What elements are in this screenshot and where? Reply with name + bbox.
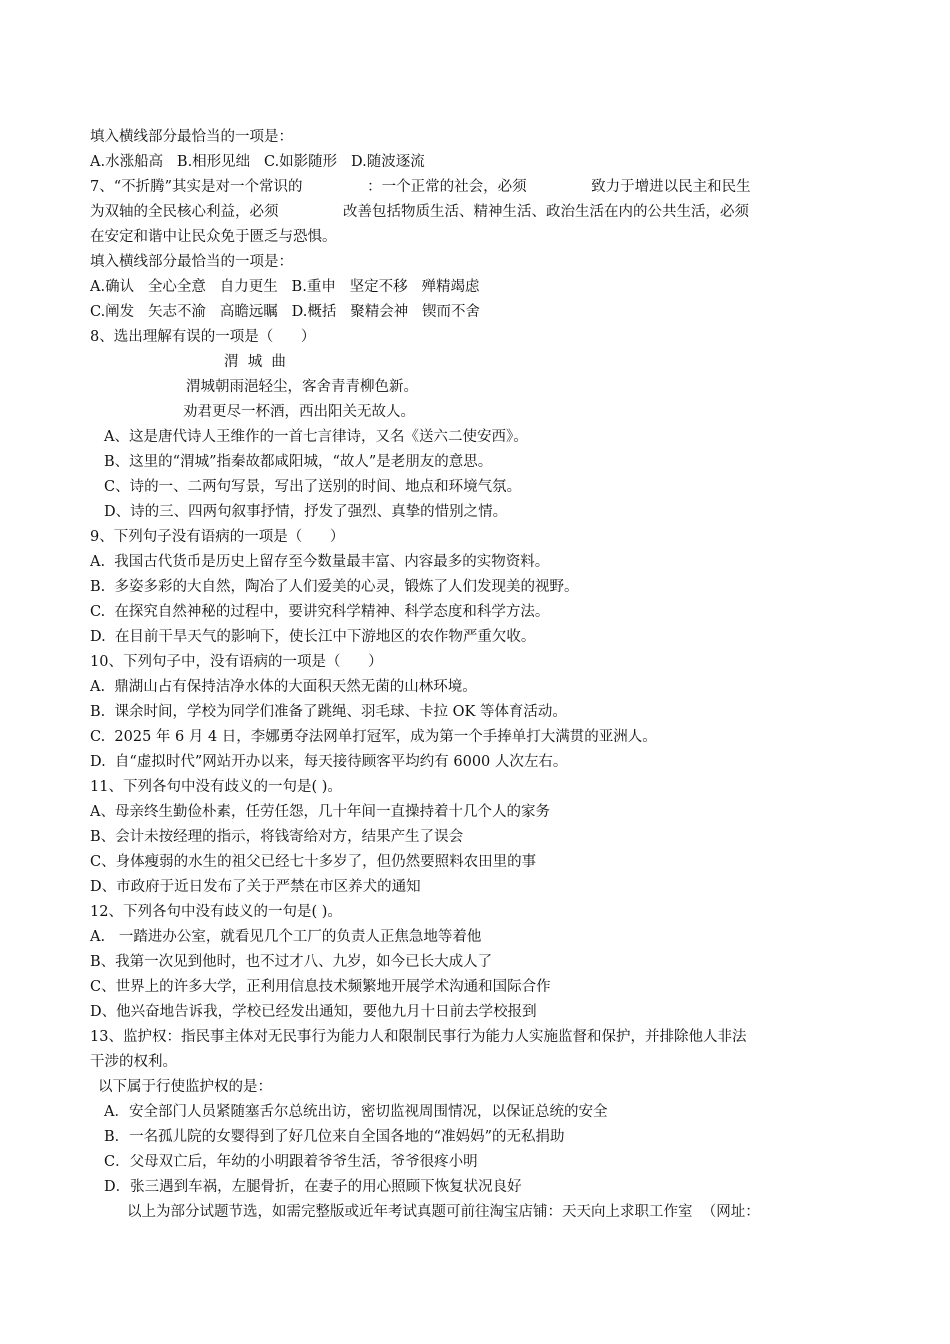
- q9-option-d: D. 在目前干旱天气的影响下，使长江中下游地区的农作物严重欠收。: [90, 629, 536, 645]
- q7-options-ab: A.确认 全心全意 自力更生 B.重申 坚定不移 殚精竭虑: [90, 279, 480, 295]
- q13-option-a: A．安全部门人员紧随塞舌尔总统出访，密切监视周围情况，以保证总统的安全: [104, 1104, 608, 1120]
- q11-option-b: B、会计未按经理的指示，将钱寄给对方，结果产生了误会: [90, 829, 464, 845]
- q7-stem-line3: 在安定和谐中让民众免于匮乏与恐惧。: [90, 229, 337, 245]
- q9-option-a: A. 我国古代货币是历史上留存至今数量最丰富、内容最多的实物资料。: [90, 554, 550, 570]
- q13-option-c: C．父母双亡后，年幼的小明跟着爷爷生活，爷爷很疼小明: [104, 1154, 478, 1170]
- q12-option-d: D、他兴奋地告诉我，学校已经发出通知，要他九月十日前去学校报到: [90, 1004, 537, 1020]
- q13-option-d: D．张三遇到车祸，左腿骨折，在妻子的用心照顾下恢复状况良好: [104, 1179, 522, 1195]
- poem-line1: 渭城朝雨浥轻尘，客舍青青柳色新。: [186, 379, 418, 395]
- poem-line2: 劝君更尽一杯酒，西出阳关无故人。: [183, 404, 415, 420]
- q7-stem-line1: 7、“不折腾”其实是对一个常识的 ：一个正常的社会，必须 致力于增进以民主和民生: [90, 179, 751, 195]
- q8-option-c: C、诗的一、二两句写景，写出了送别的时间、地点和环境气氛。: [104, 479, 522, 495]
- instruction-line: 填入横线部分最恰当的一项是：: [90, 129, 293, 145]
- q9-option-c: C. 在探究自然神秘的过程中，要讲究科学精神、科学态度和科学方法。: [90, 604, 550, 620]
- q11-option-d: D、市政府于近日发布了关于严禁在市区养犬的通知: [90, 879, 421, 895]
- q12-option-c: C、世界上的许多大学，正利用信息技术频繁地开展学术沟通和国际合作: [90, 979, 551, 995]
- q9-stem: 9、下列句子没有语病的一项是（ ）: [90, 529, 345, 545]
- q8-option-d: D、诗的三、四两句叙事抒情，抒发了强烈、真挚的惜别之情。: [104, 504, 508, 520]
- q10-option-c: C. 2025 年 6 月 4 日，李娜勇夺法网单打冠军，成为第一个手捧单打大满贯的亚洲人。: [90, 729, 657, 745]
- q7-options-cd: C.阐发 矢志不渝 高瞻远瞩 D.概括 聚精会神 锲而不舍: [90, 304, 481, 320]
- q12-option-b: B、我第一次见到他时，也不过才八、九岁，如今已长大成人了: [90, 954, 493, 970]
- q7-stem-line2: 为双轴的全民核心利益，必须 改善包括物质生活、精神生活、政治生活在内的公共生活，必须: [90, 204, 750, 220]
- q12-stem: 12、下列各句中没有歧义的一句是( )。: [90, 904, 342, 920]
- q13-prompt: 以下属于行使监护权的是：: [98, 1079, 272, 1095]
- q11-stem: 11、下列各句中没有歧义的一句是( )。: [90, 779, 342, 795]
- footer-note: 以上为部分试题节选，如需完整版或近年考试真题可前往淘宝店铺：天天向上求职工作室 （网址：: [127, 1204, 760, 1220]
- q13-stem-line1: 13、监护权：指民事主体对无民事行为能力人和限制民事行为能力人实施监督和保护，并排除他人非法: [90, 1029, 747, 1045]
- q11-option-c: C、身体瘦弱的水生的祖父已经七十多岁了，但仍然要照料农田里的事: [90, 854, 537, 870]
- q9-option-b: B. 多姿多彩的大自然，陶冶了人们爱美的心灵，锻炼了人们发现美的视野。: [90, 579, 579, 595]
- q12-option-a: A. 一踏进办公室，就看见几个工厂的负责人正焦急地等着他: [90, 929, 482, 945]
- q8-stem: 8、选出理解有误的一项是（ ）: [90, 329, 316, 345]
- q11-option-a: A、母亲终生勤俭朴素，任劳任怨，几十年间一直操持着十几个人的家务: [90, 804, 550, 820]
- q8-option-b: B、这里的“渭城”指秦故都咸阳城，“故人”是老朋友的意思。: [104, 454, 493, 470]
- poem-title: 渭 城 曲: [224, 354, 286, 370]
- q6-options: A.水涨船高 B.相形见绌 C.如影随形 D.随波逐流: [90, 154, 425, 170]
- instruction-line: 填入横线部分最恰当的一项是：: [90, 254, 293, 270]
- q10-option-b: B. 课余时间，学校为同学们准备了跳绳、羽毛球、卡拉 OK 等体育活动。: [90, 704, 567, 720]
- q10-option-a: A. 鼎湖山占有保持洁净水体的大面积天然无菌的山林环境。: [90, 679, 477, 695]
- q10-stem: 10、下列句子中，没有语病的一项是（ ）: [90, 654, 383, 670]
- q13-option-b: B．一名孤儿院的女婴得到了好几位来自全国各地的“准妈妈”的无私捐助: [104, 1129, 565, 1145]
- q8-option-a: A、这是唐代诗人王维作的一首七言律诗，又名《送六二使安西》。: [104, 429, 528, 445]
- q10-option-d: D. 自“虚拟时代”网站开办以来，每天接待顾客平均约有 6000 人次左右。: [90, 754, 568, 770]
- q13-stem-line2: 干涉的权利。: [90, 1054, 177, 1070]
